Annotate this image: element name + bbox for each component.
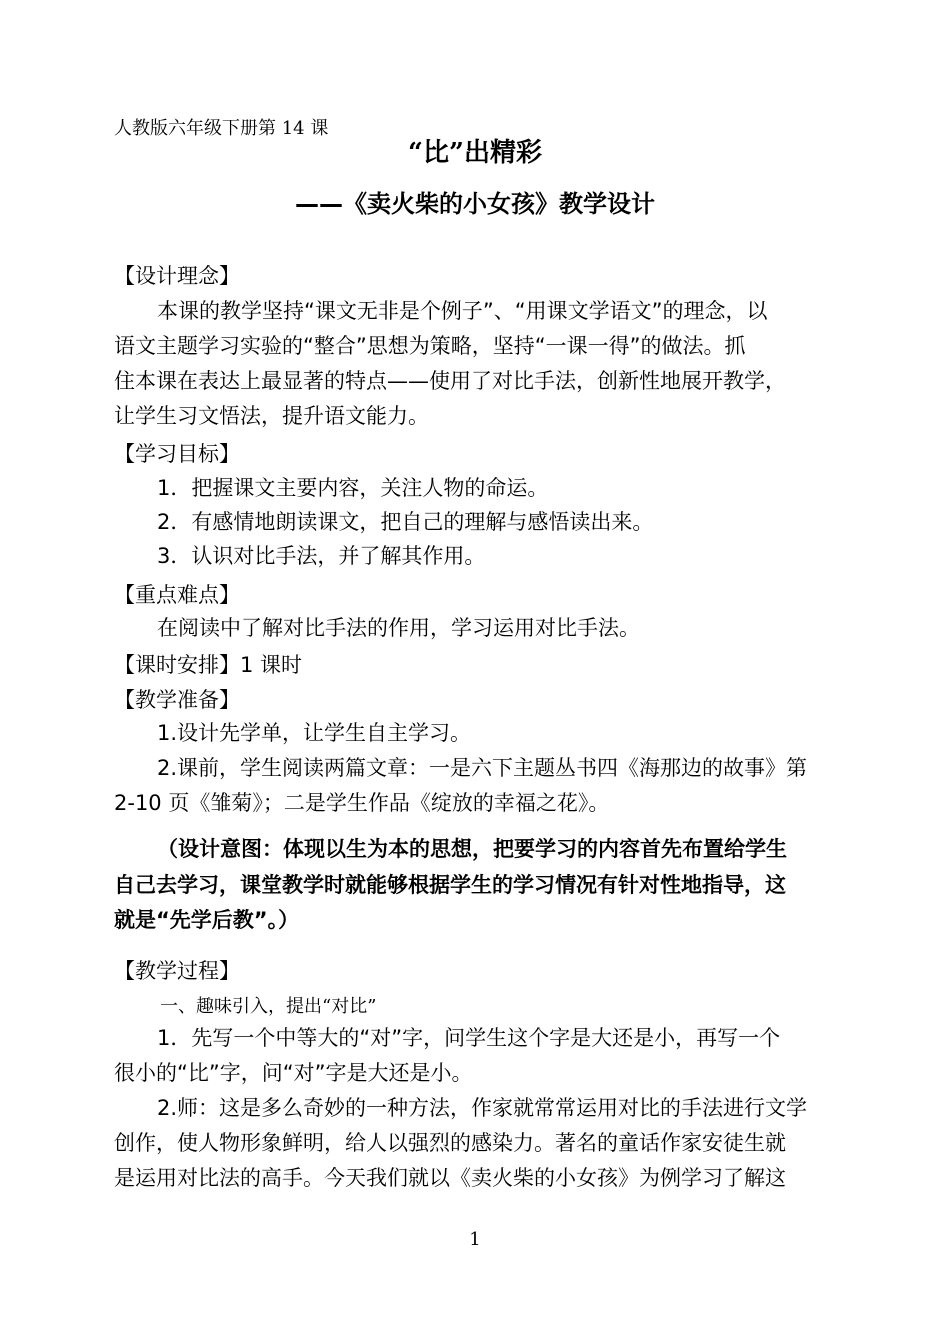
key-text: 在阅读中了解对比手法的作用，学习运用对比手法。 bbox=[157, 616, 640, 640]
section-heading-goals: 【学习目标】 bbox=[114, 442, 240, 466]
section-heading-process: 【教学过程】 bbox=[114, 959, 240, 983]
prep-line: 2.课前，学生阅读两篇文章：一是六下主题丛书四《海那边的故事》第 bbox=[157, 756, 808, 780]
process-step-heading: 一、趣味引入，提出“对比” bbox=[160, 996, 377, 1017]
page-subtitle: ——《卖火柴的小女孩》教学设计 bbox=[295, 190, 655, 218]
design-intent-line: （设计意图：体现以生为本的思想，把要学习的内容首先布置给学生 bbox=[157, 837, 787, 861]
course-label: 人教版六年级下册第 14 课 bbox=[114, 118, 329, 139]
concept-line: 让学生习文悟法，提升语文能力。 bbox=[114, 404, 429, 428]
section-heading-concept: 【设计理念】 bbox=[114, 264, 240, 288]
section-heading-prep: 【教学准备】 bbox=[114, 688, 240, 712]
goal-item: 3．认识对比手法，并了解其作用。 bbox=[157, 544, 486, 568]
goal-item: 1．把握课文主要内容，关注人物的命运。 bbox=[157, 476, 549, 500]
goal-item: 2．有感情地朗读课文，把自己的理解与感悟读出来。 bbox=[157, 510, 654, 534]
concept-line: 语文主题学习实验的“整合”思想为策略，坚持“一课一得”的做法。抓 bbox=[114, 334, 746, 358]
design-intent-line: 自己去学习，课堂教学时就能够根据学生的学习情况有针对性地指导，这 bbox=[114, 873, 786, 897]
prep-line: 1.设计先学单，让学生自主学习。 bbox=[157, 721, 472, 745]
page-title: “比”出精彩 bbox=[408, 138, 542, 168]
section-heading-key: 【重点难点】 bbox=[114, 583, 240, 607]
process-line: 2.师：这是多么奇妙的一种方法，作家就常常运用对比的手法进行文学 bbox=[157, 1096, 808, 1120]
process-line: 创作，使人物形象鲜明，给人以强烈的感染力。著名的童话作家安徒生就 bbox=[114, 1131, 786, 1155]
schedule-text: 【课时安排】1 课时 bbox=[114, 653, 303, 677]
design-intent-line: 就是“先学后教”。） bbox=[114, 908, 300, 932]
prep-line: 2-10 页《雏菊》；二是学生作品《绽放的幸福之花》。 bbox=[114, 791, 610, 815]
process-line: 很小的“比”字，问“对”字是大还是小。 bbox=[114, 1061, 473, 1085]
page-number: 1 bbox=[469, 1229, 481, 1250]
process-line: 1．先写一个中等大的“对”字，问学生这个字是大还是小，再写一个 bbox=[157, 1026, 781, 1050]
process-line: 是运用对比法的高手。今天我们就以《卖火柴的小女孩》为例学习了解这 bbox=[114, 1166, 786, 1190]
concept-line: 住本课在表达上最显著的特点——使用了对比手法，创新性地展开教学， bbox=[114, 369, 786, 393]
concept-line: 本课的教学坚持“课文无非是个例子”、“用课文学语文”的理念，以 bbox=[157, 299, 768, 323]
